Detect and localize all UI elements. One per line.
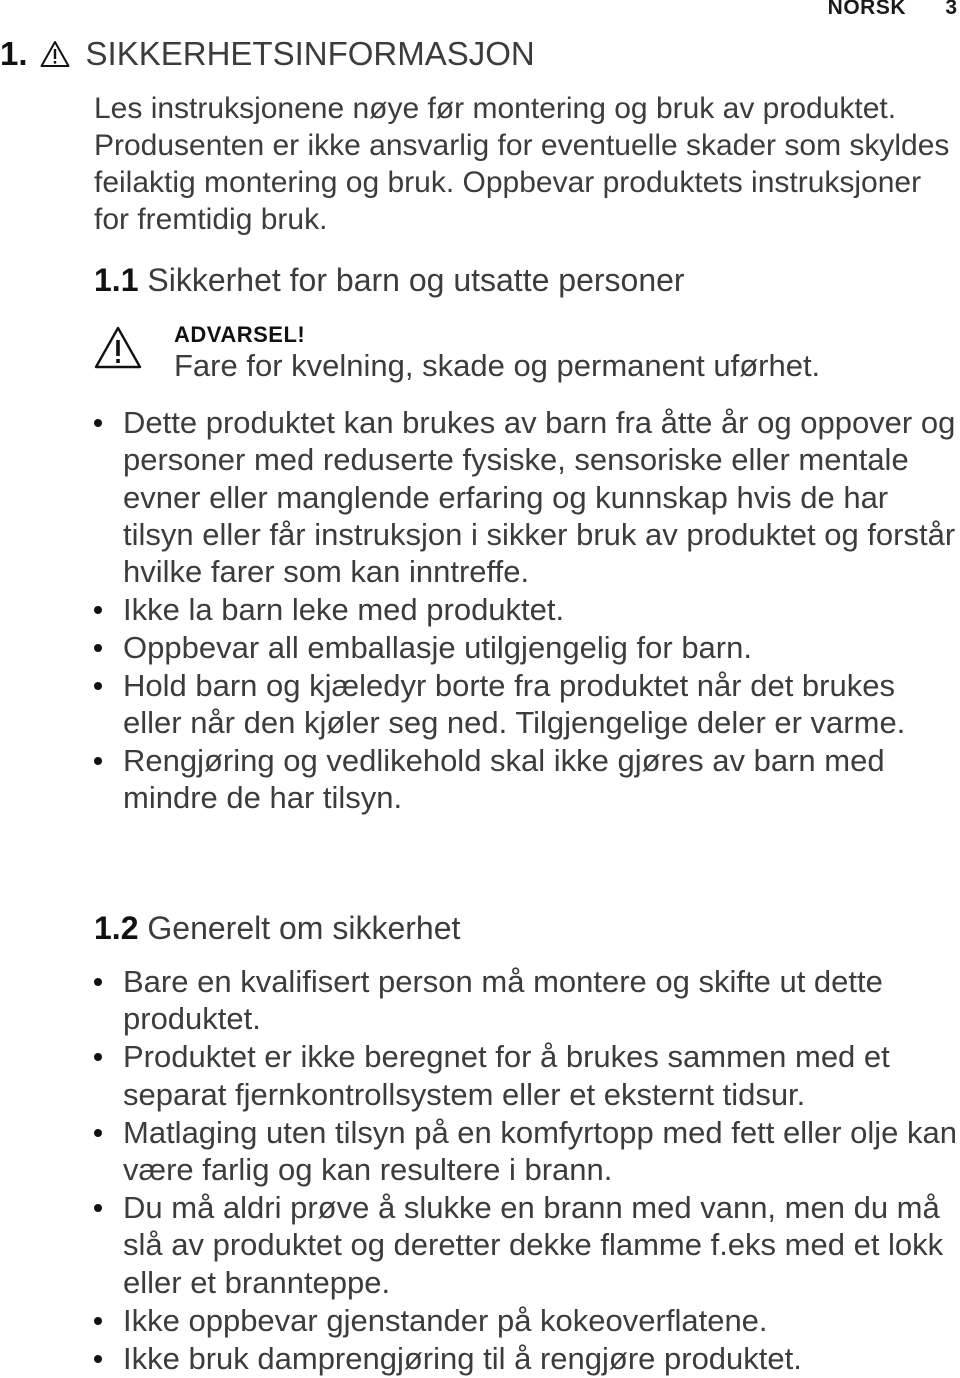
list-item: Dette produktet kan brukes av barn fra åtte år og oppover og personer med reduserte fysiske, sensoriske eller mentale evner eller manglende erfaring og kunnskap hvis de har tilsyn eller får instruksjon i sikker bruk av produktet og forstår hvilke farer som kan inntreffe. bbox=[94, 404, 960, 590]
section-heading-1 bbox=[0, 32, 535, 76]
warning-triangle-icon bbox=[40, 40, 70, 68]
section-number: 1. bbox=[0, 35, 28, 72]
list-item: Hold barn og kjæledyr borte fra produktet når det brukes eller når den kjøler seg ned. Tilgjengelige deler er varme. bbox=[94, 667, 960, 742]
bullet-icon bbox=[94, 757, 102, 765]
list-item: Oppbevar all emballasje utilgjengelig for barn. bbox=[94, 629, 960, 666]
bullet-icon bbox=[94, 682, 102, 690]
bullet-icon bbox=[94, 1053, 102, 1061]
intro-paragraph: Les instruksjonene nøye før montering og bruk av produktet. Produsenten er ikke ansvarlig for eventuelle skader som skyldes feilaktig montering og bruk. Oppbevar produktets instruksjoner for fremtidig bruk. bbox=[94, 92, 950, 236]
list-item: Ikke la barn leke med produktet. bbox=[94, 591, 960, 628]
child-safety-list bbox=[94, 404, 960, 817]
subsection-heading-1-1 bbox=[94, 262, 685, 299]
bullet-icon bbox=[94, 978, 102, 986]
warning-title: ADVARSEL! bbox=[174, 322, 306, 347]
warning-triangle-icon bbox=[94, 326, 142, 370]
bullet-icon bbox=[94, 1204, 102, 1212]
subsection-title: Sikkerhet for barn og utsatte personer bbox=[147, 262, 685, 298]
page-header bbox=[0, 0, 960, 20]
subsection-number: 1.1 bbox=[94, 262, 139, 298]
list-item: Du må aldri prøve å slukke en brann med vann, men du må slå av produktet og deretter dekke flamme f.eks med et lokk eller et brannteppe. bbox=[94, 1189, 960, 1301]
bullet-icon bbox=[94, 419, 102, 427]
subsection-title: Generelt om sikkerhet bbox=[147, 910, 461, 946]
warning-block bbox=[94, 318, 954, 388]
warning-text: Fare for kvelning, skade og permanent uførhet. bbox=[174, 348, 821, 383]
list-item: Produktet er ikke beregnet for å brukes sammen med et separat fjernkontrollsystem eller et eksternt tidsur. bbox=[94, 1038, 960, 1113]
subsection-heading-1-2 bbox=[94, 910, 460, 947]
bullet-icon bbox=[94, 606, 102, 614]
subsection-number: 1.2 bbox=[94, 910, 139, 946]
section-title: SIKKERHETSINFORMASJON bbox=[85, 35, 535, 72]
list-item: Bare en kvalifisert person må montere og skifte ut dette produktet. bbox=[94, 963, 960, 1038]
page-number: 3 bbox=[945, 0, 957, 19]
list-item: Ikke oppbevar gjenstander på kokeoverflatene. bbox=[94, 1302, 960, 1339]
list-item: Rengjøring og vedlikehold skal ikke gjøres av barn med mindre de har tilsyn. bbox=[94, 742, 960, 817]
bullet-icon bbox=[94, 1129, 102, 1137]
language-label: NORSK bbox=[827, 0, 906, 19]
list-item: Matlaging uten tilsyn på en komfyrtopp med fett eller olje kan være farlig og kan resultere i brann. bbox=[94, 1114, 960, 1189]
general-safety-list bbox=[94, 963, 960, 1378]
bullet-icon bbox=[94, 1355, 102, 1363]
bullet-icon bbox=[94, 644, 102, 652]
list-item: Ikke bruk damprengjøring til å rengjøre produktet. bbox=[94, 1340, 960, 1377]
bullet-icon bbox=[94, 1317, 102, 1325]
